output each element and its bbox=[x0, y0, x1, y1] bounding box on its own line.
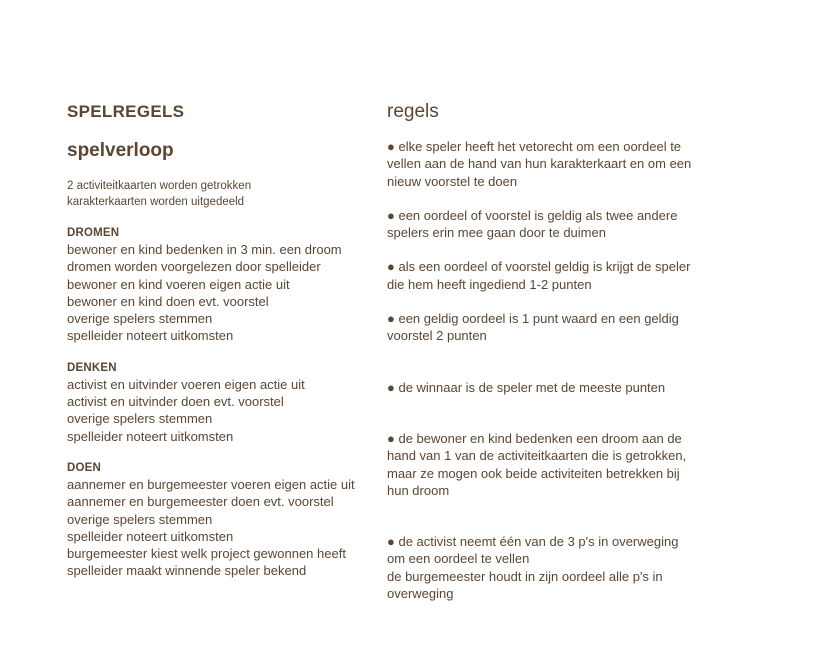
phase-denken bbox=[67, 361, 367, 445]
rule-item bbox=[387, 430, 697, 499]
intro-line: 2 activiteitkaarten worden getrokken bbox=[67, 180, 252, 192]
page-title: SPELREGELS bbox=[67, 102, 185, 121]
rule-item bbox=[387, 310, 697, 345]
rule-text: ● een oordeel of voorstel is geldig als twee andere spelers erin mee gaan door te duimen bbox=[387, 207, 678, 241]
rule-item bbox=[387, 207, 697, 242]
phase-heading: DENKEN bbox=[67, 361, 117, 374]
phase-line: aannemer en burgemeester doen evt. voorstel bbox=[67, 494, 334, 510]
phase-line: bewoner en kind bedenken in 3 min. een droom bbox=[67, 242, 342, 257]
phase-line: activist en uitvinder voeren eigen actie uit bbox=[67, 376, 305, 392]
intro-line: karakterkaarten worden uitgedeeld bbox=[67, 195, 245, 208]
phase-line: burgemeester kiest welk project gewonnen heeft bbox=[67, 546, 346, 562]
rule-text: ● als een oordeel of voorstel geldig is krijgt de speler die hem heeft ingediend 1-2 punten bbox=[387, 259, 691, 292]
phase-line: dromen worden voorgelezen door spelleider bbox=[67, 259, 321, 275]
section-title-spelverloop: spelverloop bbox=[67, 140, 174, 161]
left-column bbox=[67, 100, 367, 580]
phase-line: overige spelers stemmen bbox=[67, 411, 213, 427]
right-column bbox=[387, 100, 697, 602]
rule-item bbox=[387, 379, 697, 396]
rule-text: ● de bewoner en kind bedenken een droom aan de hand van 1 van de activiteitkaarten die is getrokken, maar ze mogen ook beide activiteiten betrekken bij hun droom bbox=[387, 430, 687, 498]
rule-item bbox=[387, 138, 697, 190]
phase-heading: DOEN bbox=[67, 461, 102, 474]
intro-text bbox=[67, 179, 367, 210]
phase-line: spelleider noteert uitkomsten bbox=[67, 328, 234, 344]
section-title-regels: regels bbox=[387, 101, 439, 122]
rule-text: ● de activist neemt één van de 3 p's in overweging om een oordeel te vellen de burgemeester houdt in zijn oordeel alle p's in overweging bbox=[387, 534, 679, 602]
phase-line: spelleider noteert uitkomsten bbox=[67, 428, 234, 444]
rule-item bbox=[387, 533, 697, 602]
phase-line: spelleider noteert uitkomsten bbox=[67, 528, 234, 544]
phase-line: bewoner en kind doen evt. voorstel bbox=[67, 293, 269, 309]
phase-line: aannemer en burgemeester voeren eigen actie uit bbox=[67, 476, 355, 492]
rule-text: ● de winnaar is de speler met de meeste punten bbox=[387, 379, 666, 395]
phase-dromen bbox=[67, 226, 367, 345]
rules-list bbox=[387, 138, 697, 602]
rule-item bbox=[387, 258, 697, 293]
phase-line: spelleider maakt winnende speler bekend bbox=[67, 563, 307, 579]
phase-doen bbox=[67, 461, 367, 580]
phase-heading: DROMEN bbox=[67, 227, 120, 239]
phase-line: bewoner en kind voeren eigen actie uit bbox=[67, 276, 290, 292]
rule-text: ● een geldig oordeel is 1 punt waard en een geldig voorstel 2 punten bbox=[387, 311, 679, 344]
phase-line: overige spelers stemmen bbox=[67, 311, 213, 327]
phase-line: activist en uitvinder doen evt. voorstel bbox=[67, 394, 284, 410]
phase-line: overige spelers stemmen bbox=[67, 511, 213, 527]
rule-text: ● elke speler heeft het vetorecht om een oordeel te vellen aan de hand van hun karakterkaart en om een nieuw voorstel te doen bbox=[387, 139, 692, 189]
